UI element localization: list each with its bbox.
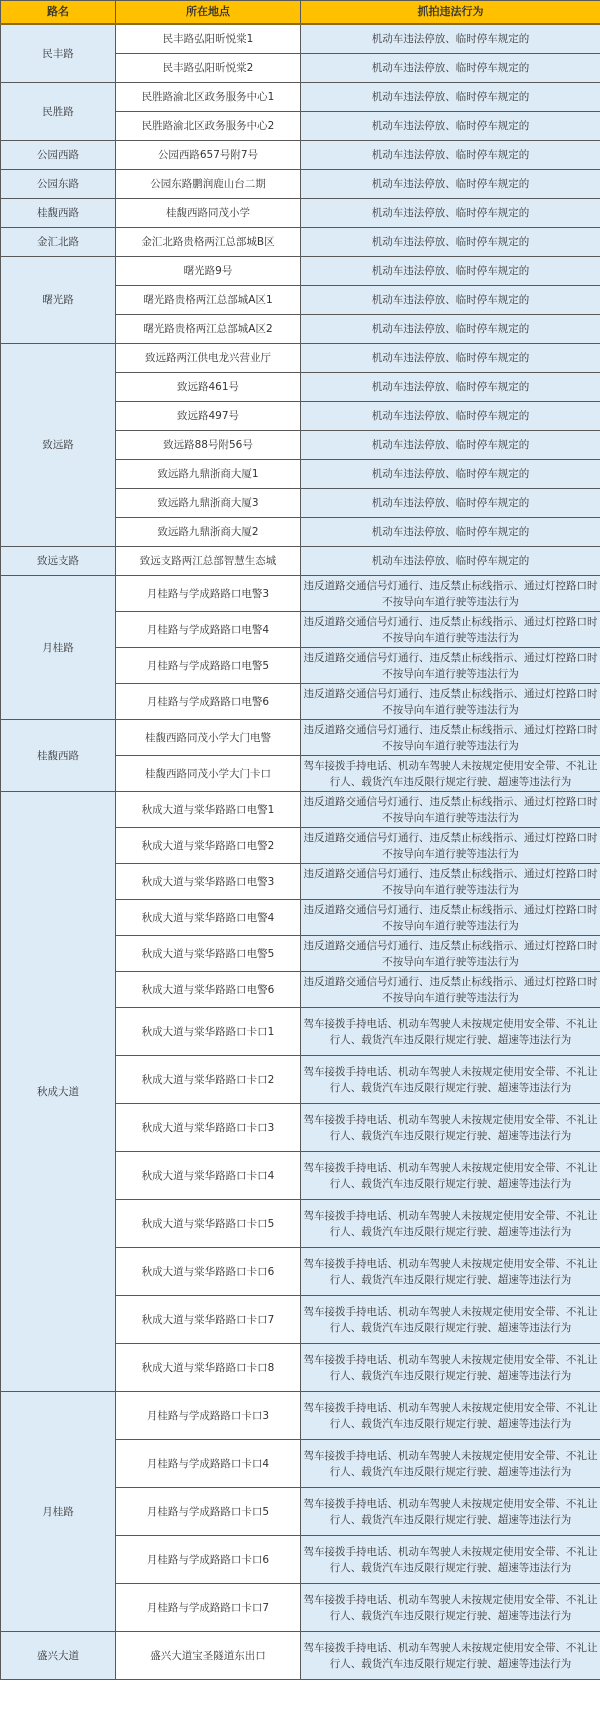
location-cell: 秋成大道与棠华路路口卡口6 bbox=[116, 1248, 301, 1296]
violation-cell: 违反道路交通信号灯通行、违反禁止标线指示、通过灯控路口时不按导向车道行驶等违法行为 bbox=[301, 612, 600, 648]
location-cell: 民丰路弘阳昕悦棠1 bbox=[116, 24, 301, 54]
violation-cell: 机动车违法停放、临时停车规定的 bbox=[301, 460, 600, 489]
location-cell: 致远路九鼎浙商大厦3 bbox=[116, 489, 301, 518]
violation-cell: 机动车违法停放、临时停车规定的 bbox=[301, 344, 600, 373]
road-name-cell: 致远路 bbox=[1, 344, 116, 547]
location-cell: 民胜路渝北区政务服务中心1 bbox=[116, 83, 301, 112]
violation-cell: 驾车接拨手持电话、机动车驾驶人未按规定使用安全带、不礼让行人、载货汽车违反限行规定行驶、超速等违法行为 bbox=[301, 1584, 600, 1632]
violation-cell: 驾车接拨手持电话、机动车驾驶人未按规定使用安全带、不礼让行人、载货汽车违反限行规定行驶、超速等违法行为 bbox=[301, 756, 600, 792]
violation-cell: 驾车接拨手持电话、机动车驾驶人未按规定使用安全带、不礼让行人、载货汽车违反限行规定行驶、超速等违法行为 bbox=[301, 1392, 600, 1440]
violation-cell: 机动车违法停放、临时停车规定的 bbox=[301, 54, 600, 83]
table-row bbox=[1, 228, 600, 257]
violation-cell: 机动车违法停放、临时停车规定的 bbox=[301, 228, 600, 257]
violation-cell: 机动车违法停放、临时停车规定的 bbox=[301, 141, 600, 170]
location-cell: 秋成大道与棠华路路口电警1 bbox=[116, 792, 301, 828]
violation-cell: 驾车接拨手持电话、机动车驾驶人未按规定使用安全带、不礼让行人、载货汽车违反限行规定行驶、超速等违法行为 bbox=[301, 1008, 600, 1056]
violation-cell: 机动车违法停放、临时停车规定的 bbox=[301, 24, 600, 54]
table-row bbox=[1, 170, 600, 199]
violation-cell: 驾车接拨手持电话、机动车驾驶人未按规定使用安全带、不礼让行人、载货汽车违反限行规定行驶、超速等违法行为 bbox=[301, 1200, 600, 1248]
location-cell: 民胜路渝北区政务服务中心2 bbox=[116, 112, 301, 141]
violation-cell: 驾车接拨手持电话、机动车驾驶人未按规定使用安全带、不礼让行人、载货汽车违反限行规定行驶、超速等违法行为 bbox=[301, 1248, 600, 1296]
violation-cell: 驾车接拨手持电话、机动车驾驶人未按规定使用安全带、不礼让行人、载货汽车违反限行规定行驶、超速等违法行为 bbox=[301, 1440, 600, 1488]
violation-cell: 机动车违法停放、临时停车规定的 bbox=[301, 286, 600, 315]
location-cell: 秋成大道与棠华路路口卡口3 bbox=[116, 1104, 301, 1152]
location-cell: 秋成大道与棠华路路口卡口1 bbox=[116, 1008, 301, 1056]
violation-cell: 违反道路交通信号灯通行、违反禁止标线指示、通过灯控路口时不按导向车道行驶等违法行为 bbox=[301, 864, 600, 900]
table-row bbox=[1, 141, 600, 170]
violation-cell: 驾车接拨手持电话、机动车驾驶人未按规定使用安全带、不礼让行人、载货汽车违反限行规定行驶、超速等违法行为 bbox=[301, 1536, 600, 1584]
road-name-cell: 公园东路 bbox=[1, 170, 116, 199]
location-cell: 秋成大道与棠华路路口卡口7 bbox=[116, 1296, 301, 1344]
location-cell: 桂馥西路同茂小学大门电警 bbox=[116, 720, 301, 756]
location-cell: 秋成大道与棠华路路口电警6 bbox=[116, 972, 301, 1008]
violation-cell: 机动车违法停放、临时停车规定的 bbox=[301, 518, 600, 547]
violation-cell: 违反道路交通信号灯通行、违反禁止标线指示、通过灯控路口时不按导向车道行驶等违法行为 bbox=[301, 684, 600, 720]
road-name-cell: 盛兴大道 bbox=[1, 1632, 116, 1680]
road-name-cell: 月桂路 bbox=[1, 1392, 116, 1632]
header-location: 所在地点 bbox=[116, 1, 301, 25]
violation-cell: 驾车接拨手持电话、机动车驾驶人未按规定使用安全带、不礼让行人、载货汽车违反限行规定行驶、超速等违法行为 bbox=[301, 1344, 600, 1392]
location-cell: 致远路88号附56号 bbox=[116, 431, 301, 460]
location-cell: 金汇北路贵格两江总部城B区 bbox=[116, 228, 301, 257]
location-cell: 盛兴大道宝圣隧道东出口 bbox=[116, 1632, 301, 1680]
location-cell: 桂馥西路同茂小学大门卡口 bbox=[116, 756, 301, 792]
violation-cell: 违反道路交通信号灯通行、违反禁止标线指示、通过灯控路口时不按导向车道行驶等违法行为 bbox=[301, 828, 600, 864]
location-cell: 月桂路与学成路路口卡口7 bbox=[116, 1584, 301, 1632]
violation-cell: 违反道路交通信号灯通行、违反禁止标线指示、通过灯控路口时不按导向车道行驶等违法行为 bbox=[301, 720, 600, 756]
violation-cell: 违反道路交通信号灯通行、违反禁止标线指示、通过灯控路口时不按导向车道行驶等违法行为 bbox=[301, 576, 600, 612]
road-name-cell: 金汇北路 bbox=[1, 228, 116, 257]
location-cell: 秋成大道与棠华路路口卡口8 bbox=[116, 1344, 301, 1392]
violation-cell: 驾车接拨手持电话、机动车驾驶人未按规定使用安全带、不礼让行人、载货汽车违反限行规定行驶、超速等违法行为 bbox=[301, 1056, 600, 1104]
location-cell: 秋成大道与棠华路路口电警3 bbox=[116, 864, 301, 900]
location-cell: 秋成大道与棠华路路口电警2 bbox=[116, 828, 301, 864]
location-cell: 秋成大道与棠华路路口卡口2 bbox=[116, 1056, 301, 1104]
location-cell: 致远路两江供电龙兴营业厅 bbox=[116, 344, 301, 373]
table-body bbox=[1, 24, 600, 1680]
location-cell: 致远路497号 bbox=[116, 402, 301, 431]
location-cell: 曙光路贵格两江总部城A区2 bbox=[116, 315, 301, 344]
road-name-cell: 致远支路 bbox=[1, 547, 116, 576]
violation-cell: 机动车违法停放、临时停车规定的 bbox=[301, 402, 600, 431]
table-row bbox=[1, 24, 600, 54]
table-row bbox=[1, 720, 600, 756]
road-name-cell: 桂馥西路 bbox=[1, 199, 116, 228]
violation-cell: 机动车违法停放、临时停车规定的 bbox=[301, 170, 600, 199]
location-cell: 月桂路与学成路路口卡口5 bbox=[116, 1488, 301, 1536]
header-violation: 抓拍违法行为 bbox=[301, 1, 600, 25]
location-cell: 公园东路鹏润鹿山台二期 bbox=[116, 170, 301, 199]
location-cell: 月桂路与学成路路口卡口6 bbox=[116, 1536, 301, 1584]
violation-cell: 违反道路交通信号灯通行、违反禁止标线指示、通过灯控路口时不按导向车道行驶等违法行为 bbox=[301, 648, 600, 684]
table-row bbox=[1, 199, 600, 228]
location-cell: 月桂路与学成路路口电警6 bbox=[116, 684, 301, 720]
location-cell: 月桂路与学成路路口卡口4 bbox=[116, 1440, 301, 1488]
location-cell: 月桂路与学成路路口电警3 bbox=[116, 576, 301, 612]
road-name-cell: 民丰路 bbox=[1, 24, 116, 83]
violation-cell: 违反道路交通信号灯通行、违反禁止标线指示、通过灯控路口时不按导向车道行驶等违法行为 bbox=[301, 792, 600, 828]
violation-cell: 机动车违法停放、临时停车规定的 bbox=[301, 112, 600, 141]
location-cell: 秋成大道与棠华路路口电警5 bbox=[116, 936, 301, 972]
location-cell: 秋成大道与棠华路路口卡口5 bbox=[116, 1200, 301, 1248]
table-row bbox=[1, 83, 600, 112]
violation-cell: 违反道路交通信号灯通行、违反禁止标线指示、通过灯控路口时不按导向车道行驶等违法行为 bbox=[301, 936, 600, 972]
table-row bbox=[1, 792, 600, 828]
violation-cell: 机动车违法停放、临时停车规定的 bbox=[301, 83, 600, 112]
table-row bbox=[1, 576, 600, 612]
header-row bbox=[1, 1, 600, 25]
violation-cell: 违反道路交通信号灯通行、违反禁止标线指示、通过灯控路口时不按导向车道行驶等违法行为 bbox=[301, 972, 600, 1008]
location-cell: 民丰路弘阳昕悦棠2 bbox=[116, 54, 301, 83]
violation-cell: 机动车违法停放、临时停车规定的 bbox=[301, 547, 600, 576]
violation-cell: 机动车违法停放、临时停车规定的 bbox=[301, 489, 600, 518]
location-cell: 公园西路657号附7号 bbox=[116, 141, 301, 170]
location-cell: 秋成大道与棠华路路口卡口4 bbox=[116, 1152, 301, 1200]
violation-cell: 驾车接拨手持电话、机动车驾驶人未按规定使用安全带、不礼让行人、载货汽车违反限行规定行驶、超速等违法行为 bbox=[301, 1632, 600, 1680]
road-name-cell: 公园西路 bbox=[1, 141, 116, 170]
location-cell: 曙光路9号 bbox=[116, 257, 301, 286]
table-row bbox=[1, 1392, 600, 1440]
location-cell: 致远支路两江总部智慧生态城 bbox=[116, 547, 301, 576]
location-cell: 曙光路贵格两江总部城A区1 bbox=[116, 286, 301, 315]
road-name-cell: 民胜路 bbox=[1, 83, 116, 141]
location-cell: 致远路461号 bbox=[116, 373, 301, 402]
road-name-cell: 桂馥西路 bbox=[1, 720, 116, 792]
road-name-cell: 月桂路 bbox=[1, 576, 116, 720]
violation-cell: 驾车接拨手持电话、机动车驾驶人未按规定使用安全带、不礼让行人、载货汽车违反限行规定行驶、超速等违法行为 bbox=[301, 1104, 600, 1152]
location-cell: 月桂路与学成路路口卡口3 bbox=[116, 1392, 301, 1440]
violation-cell: 机动车违法停放、临时停车规定的 bbox=[301, 199, 600, 228]
violation-cell: 机动车违法停放、临时停车规定的 bbox=[301, 431, 600, 460]
violation-cell: 违反道路交通信号灯通行、违反禁止标线指示、通过灯控路口时不按导向车道行驶等违法行为 bbox=[301, 900, 600, 936]
location-cell: 桂馥西路同茂小学 bbox=[116, 199, 301, 228]
location-cell: 月桂路与学成路路口电警4 bbox=[116, 612, 301, 648]
road-name-cell: 秋成大道 bbox=[1, 792, 116, 1392]
location-cell: 月桂路与学成路路口电警5 bbox=[116, 648, 301, 684]
road-name-cell: 曙光路 bbox=[1, 257, 116, 344]
violation-cell: 机动车违法停放、临时停车规定的 bbox=[301, 257, 600, 286]
violation-cell: 机动车违法停放、临时停车规定的 bbox=[301, 373, 600, 402]
violation-cell: 驾车接拨手持电话、机动车驾驶人未按规定使用安全带、不礼让行人、载货汽车违反限行规定行驶、超速等违法行为 bbox=[301, 1296, 600, 1344]
location-cell: 秋成大道与棠华路路口电警4 bbox=[116, 900, 301, 936]
table-row bbox=[1, 547, 600, 576]
table-row bbox=[1, 1632, 600, 1680]
violation-cell: 驾车接拨手持电话、机动车驾驶人未按规定使用安全带、不礼让行人、载货汽车违反限行规定行驶、超速等违法行为 bbox=[301, 1152, 600, 1200]
table-row bbox=[1, 257, 600, 286]
table-row bbox=[1, 344, 600, 373]
header-road-name: 路名 bbox=[1, 1, 116, 25]
violation-cell: 驾车接拨手持电话、机动车驾驶人未按规定使用安全带、不礼让行人、载货汽车违反限行规定行驶、超速等违法行为 bbox=[301, 1488, 600, 1536]
violation-cell: 机动车违法停放、临时停车规定的 bbox=[301, 315, 600, 344]
location-cell: 致远路九鼎浙商大厦1 bbox=[116, 460, 301, 489]
location-cell: 致远路九鼎浙商大厦2 bbox=[116, 518, 301, 547]
